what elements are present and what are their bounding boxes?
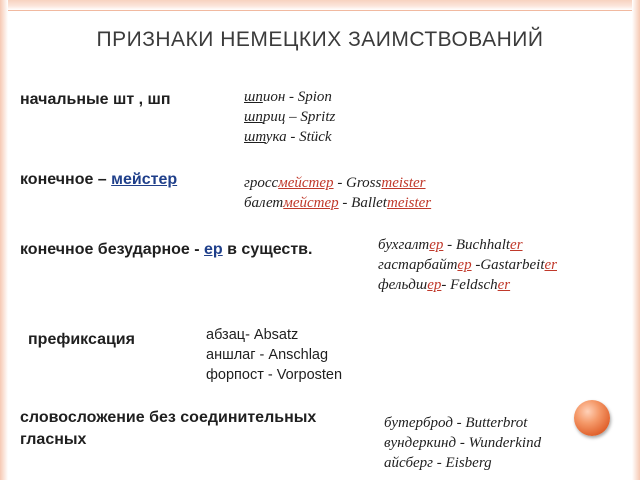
- example-spion: шпион - Spion: [244, 89, 332, 105]
- example-gastarbeiter: гастарбайтер -Gastarbeiter: [378, 257, 557, 273]
- frame-left: [0, 0, 8, 480]
- frame-line: [8, 10, 632, 11]
- label-prefixation: префиксация: [28, 331, 135, 348]
- example-buchhalter: бухгалтер - Buchhalter: [378, 237, 523, 253]
- example-eisberg: айсберг - Eisberg: [384, 455, 492, 471]
- label-compounding-line2: гласных: [20, 431, 87, 448]
- example-vorposten: форпост - Vorposten: [206, 367, 343, 383]
- example-butterbrot: бутерброд - Butterbrot: [384, 415, 528, 431]
- example-feldscher: фельдшер- Feldscher: [378, 277, 511, 293]
- example-absatz: абзац- Absatz: [206, 327, 299, 343]
- label-final-unstressed-er: конечное безударное - ер в существ.: [20, 241, 313, 258]
- example-anschlag: аншлаг - Anschlag: [206, 347, 329, 363]
- example-spritz: шприц – Spritz: [244, 109, 336, 125]
- example-grossmeister: гроссмейстер - Grossmeister: [244, 175, 426, 191]
- label-final-meister: конечное – мейстер: [20, 171, 178, 188]
- example-balletmeister: балетмейстер - Balletmeister: [244, 195, 432, 211]
- slide-title: ПРИЗНАКИ НЕМЕЦКИХ ЗАИМСТВОВАНИЙ: [96, 28, 544, 51]
- frame-right: [632, 0, 640, 480]
- label-initial-sht-shp: начальные шт , шп: [20, 91, 171, 108]
- label-compounding-line1: словосложение без соединительных: [20, 409, 317, 426]
- example-stuck: штука - Stück: [244, 129, 332, 145]
- orange-sphere-icon[interactable]: [574, 400, 610, 436]
- frame-top: [0, 0, 640, 10]
- example-wunderkind: вундеркинд - Wunderkind: [384, 435, 542, 451]
